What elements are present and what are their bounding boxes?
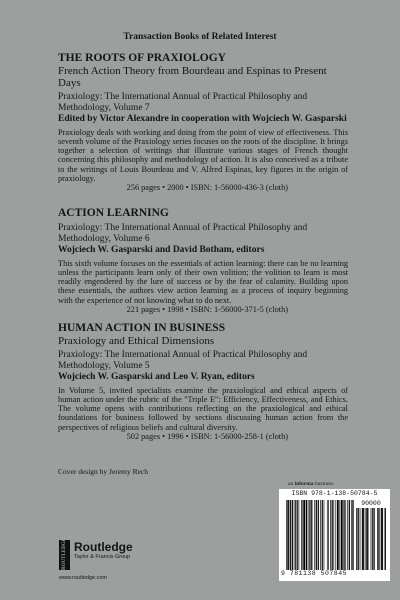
barcode-bar xyxy=(318,500,319,570)
barcode-bar xyxy=(297,500,298,570)
barcode-bar xyxy=(338,500,339,570)
book-publication-info: 221 pages • 1998 • ISBN: 1-56000-371-5 (cloth) xyxy=(126,304,288,314)
barcode-bar xyxy=(311,500,312,570)
barcode-bar xyxy=(385,508,386,570)
barcode-bar xyxy=(322,500,323,570)
barcode-bar xyxy=(352,500,353,570)
barcode-bar xyxy=(304,500,305,570)
barcode-bar xyxy=(339,500,340,570)
isbn-label: ISBN 978-1-138-50784-5 xyxy=(291,490,378,497)
barcode-bar xyxy=(368,508,369,570)
publisher-tagline: Taylor & Francis Group xyxy=(74,554,131,560)
ean-digits: 9 781138 507845 xyxy=(281,570,348,577)
barcode-bar xyxy=(342,500,343,570)
informa-business-label xyxy=(288,481,334,487)
book-entry-roots-of-praxiology xyxy=(58,52,348,193)
barcode-bar xyxy=(385,508,386,570)
barcode-bar xyxy=(363,508,364,570)
barcode-bar xyxy=(358,508,359,570)
barcode-bar xyxy=(347,500,348,570)
informa-suffix: business xyxy=(313,481,334,487)
cover-design-credit: Cover design by Jeremy Rech xyxy=(58,467,148,476)
barcode-bar xyxy=(318,500,319,570)
barcode-bar xyxy=(303,500,304,570)
barcode-bar xyxy=(357,508,358,570)
routledge-mark-icon: ROUTLEDGE xyxy=(59,540,70,570)
barcode-bar xyxy=(332,500,333,570)
book-series: Praxiology: The International Annual of Practical Philosophy and Methodology, Volume 6 xyxy=(58,223,308,244)
barcode-bar xyxy=(324,500,325,570)
barcode-bar xyxy=(327,500,328,570)
book-description: Praxiology deals with working and doing from the point of view of effectiveness. This seventh volume of the Praxiology series focuses on the roots of the discipline. It brings together a selection of writings that illustrate various stages of French thought concerning this philosophy and methodology of action. It is also conceived as a tribute to the writings of Louis Bourdeau and V. Alfred Espinas, key figures in the origin of praxiology. xyxy=(58,127,348,183)
barcode-bar xyxy=(320,500,321,570)
book-title: ACTION LEARNING xyxy=(58,207,169,219)
barcode-bar xyxy=(367,508,368,570)
barcode-bar xyxy=(290,500,291,570)
barcode-bar xyxy=(379,508,380,570)
barcode-bar xyxy=(328,500,329,570)
barcode-bar xyxy=(382,508,383,570)
barcode-bar xyxy=(362,508,363,570)
book-title: THE ROOTS OF PRAXIOLOGY xyxy=(58,52,226,64)
barcode-bar xyxy=(299,500,300,570)
barcode-bar xyxy=(341,500,342,570)
book-series: Praxiology: The International Annual of Practical Philosophy and Methodology, Volume 7 xyxy=(58,92,308,113)
book-description: In Volume 5, invited specialists examine the praxiological and ethical aspects of human action under the rubric of the "Triple E": Efficiency, Effectiveness, and Ethics. The volume opens with contributions reflecting on the praxiological and ethical foundations for business followed by sections discussing human action from the perspectives of religious beliefs and cultural diversity. xyxy=(58,385,348,432)
barcode-bar xyxy=(365,508,366,570)
barcode-bar xyxy=(289,500,290,570)
barcode-bar xyxy=(297,500,298,570)
barcode-bar xyxy=(366,508,367,570)
barcode-bar xyxy=(381,508,382,570)
barcode-bar xyxy=(330,500,331,570)
book-publication-info: 502 pages • 1996 • ISBN: 1-56000-258-1 (cloth) xyxy=(126,431,288,441)
barcode-bar xyxy=(363,508,364,570)
book-subtitle: Praxiology and Ethical Dimensions xyxy=(58,335,215,347)
barcode-bar xyxy=(301,500,302,570)
barcode-bar xyxy=(306,500,307,570)
barcode-bar xyxy=(345,500,346,570)
barcode-bar xyxy=(356,508,357,570)
barcode-bar xyxy=(341,500,342,570)
book-series: Praxiology: The International Annual of Practical Philosophy and Methodology, Volume 5 xyxy=(58,350,308,371)
barcode-bar xyxy=(374,508,375,570)
routledge-logo xyxy=(59,538,133,575)
book-editors: Wojciech W. Gasparski and Leo V. Ryan, editors xyxy=(58,372,255,382)
barcode-addon-bars xyxy=(356,508,386,570)
barcode-bar xyxy=(360,508,361,570)
barcode-bar xyxy=(373,508,374,570)
barcode-bar xyxy=(351,500,352,570)
barcode-bar xyxy=(312,500,313,570)
barcode-bar xyxy=(377,508,378,570)
barcode-main-bars xyxy=(286,500,354,570)
book-editors: Wojciech W. Gasparski and David Botham, editors xyxy=(58,245,265,255)
barcode-bar xyxy=(332,500,333,570)
barcode-bar xyxy=(349,500,350,570)
barcode-bar xyxy=(295,500,296,570)
book-subtitle: French Action Theory from Bourdeau and Espinas to Present Days xyxy=(58,65,327,89)
publisher-name: Routledge xyxy=(74,540,133,554)
barcode-bar xyxy=(353,500,354,570)
barcode-addon-number: 90000 xyxy=(361,500,381,507)
barcode-bar xyxy=(322,500,323,570)
book-entry-human-action-in-business xyxy=(58,322,348,442)
barcode-bar xyxy=(293,500,294,570)
barcode-bar xyxy=(292,500,293,570)
barcode-bar xyxy=(343,500,344,570)
barcode-bar xyxy=(304,500,305,570)
book-editors: Edited by Victor Alexandre in cooperation with Wojciech W. Gasparski xyxy=(58,114,347,124)
barcode-bar xyxy=(302,500,303,570)
barcode-bar xyxy=(291,500,292,570)
barcode-bar xyxy=(308,500,309,570)
barcode-bar xyxy=(333,500,334,570)
publisher-url: www.routledge.com xyxy=(59,575,107,581)
barcode-bar xyxy=(382,508,383,570)
barcode-bar xyxy=(372,508,373,570)
barcode-bar xyxy=(295,500,296,570)
series-header: Transaction Books of Related Interest xyxy=(123,32,277,42)
book-title: HUMAN ACTION IN BUSINESS xyxy=(58,322,226,334)
barcode-bar xyxy=(344,500,345,570)
barcode-bar xyxy=(314,500,315,570)
barcode-bar xyxy=(378,508,379,570)
barcode-bar xyxy=(310,500,311,570)
barcode-bar xyxy=(286,500,287,570)
book-publication-info: 256 pages • 2000 • ISBN: 1-56000-436-3 (cloth) xyxy=(126,183,288,193)
barcode-bar xyxy=(349,500,350,570)
informa-prefix: an xyxy=(288,481,295,487)
barcode-bar xyxy=(316,500,317,570)
barcode-bar xyxy=(309,500,310,570)
isbn-barcode xyxy=(279,489,390,581)
barcode-bar xyxy=(306,500,307,570)
book-description: This sixth volume focuses on the essentials of action learning: there can be no learning unless the participants learn only of their own volition; the volition to learn is most readily engendered by the lure of success or by the fear of calamity. Building upon these essentials, the authors view action learning as a process of inquiry beginning with the experience of not knowing what to do next. xyxy=(58,258,348,305)
barcode-bar xyxy=(316,500,317,570)
barcode-bar xyxy=(335,500,336,570)
book-entry-action-learning xyxy=(58,207,348,315)
barcode-bar xyxy=(288,500,289,570)
barcode-bar xyxy=(337,500,338,570)
informa-brand: informa xyxy=(294,481,314,487)
barcode-bar xyxy=(338,500,339,570)
barcode-bar xyxy=(371,508,372,570)
barcode-bar xyxy=(287,500,288,570)
